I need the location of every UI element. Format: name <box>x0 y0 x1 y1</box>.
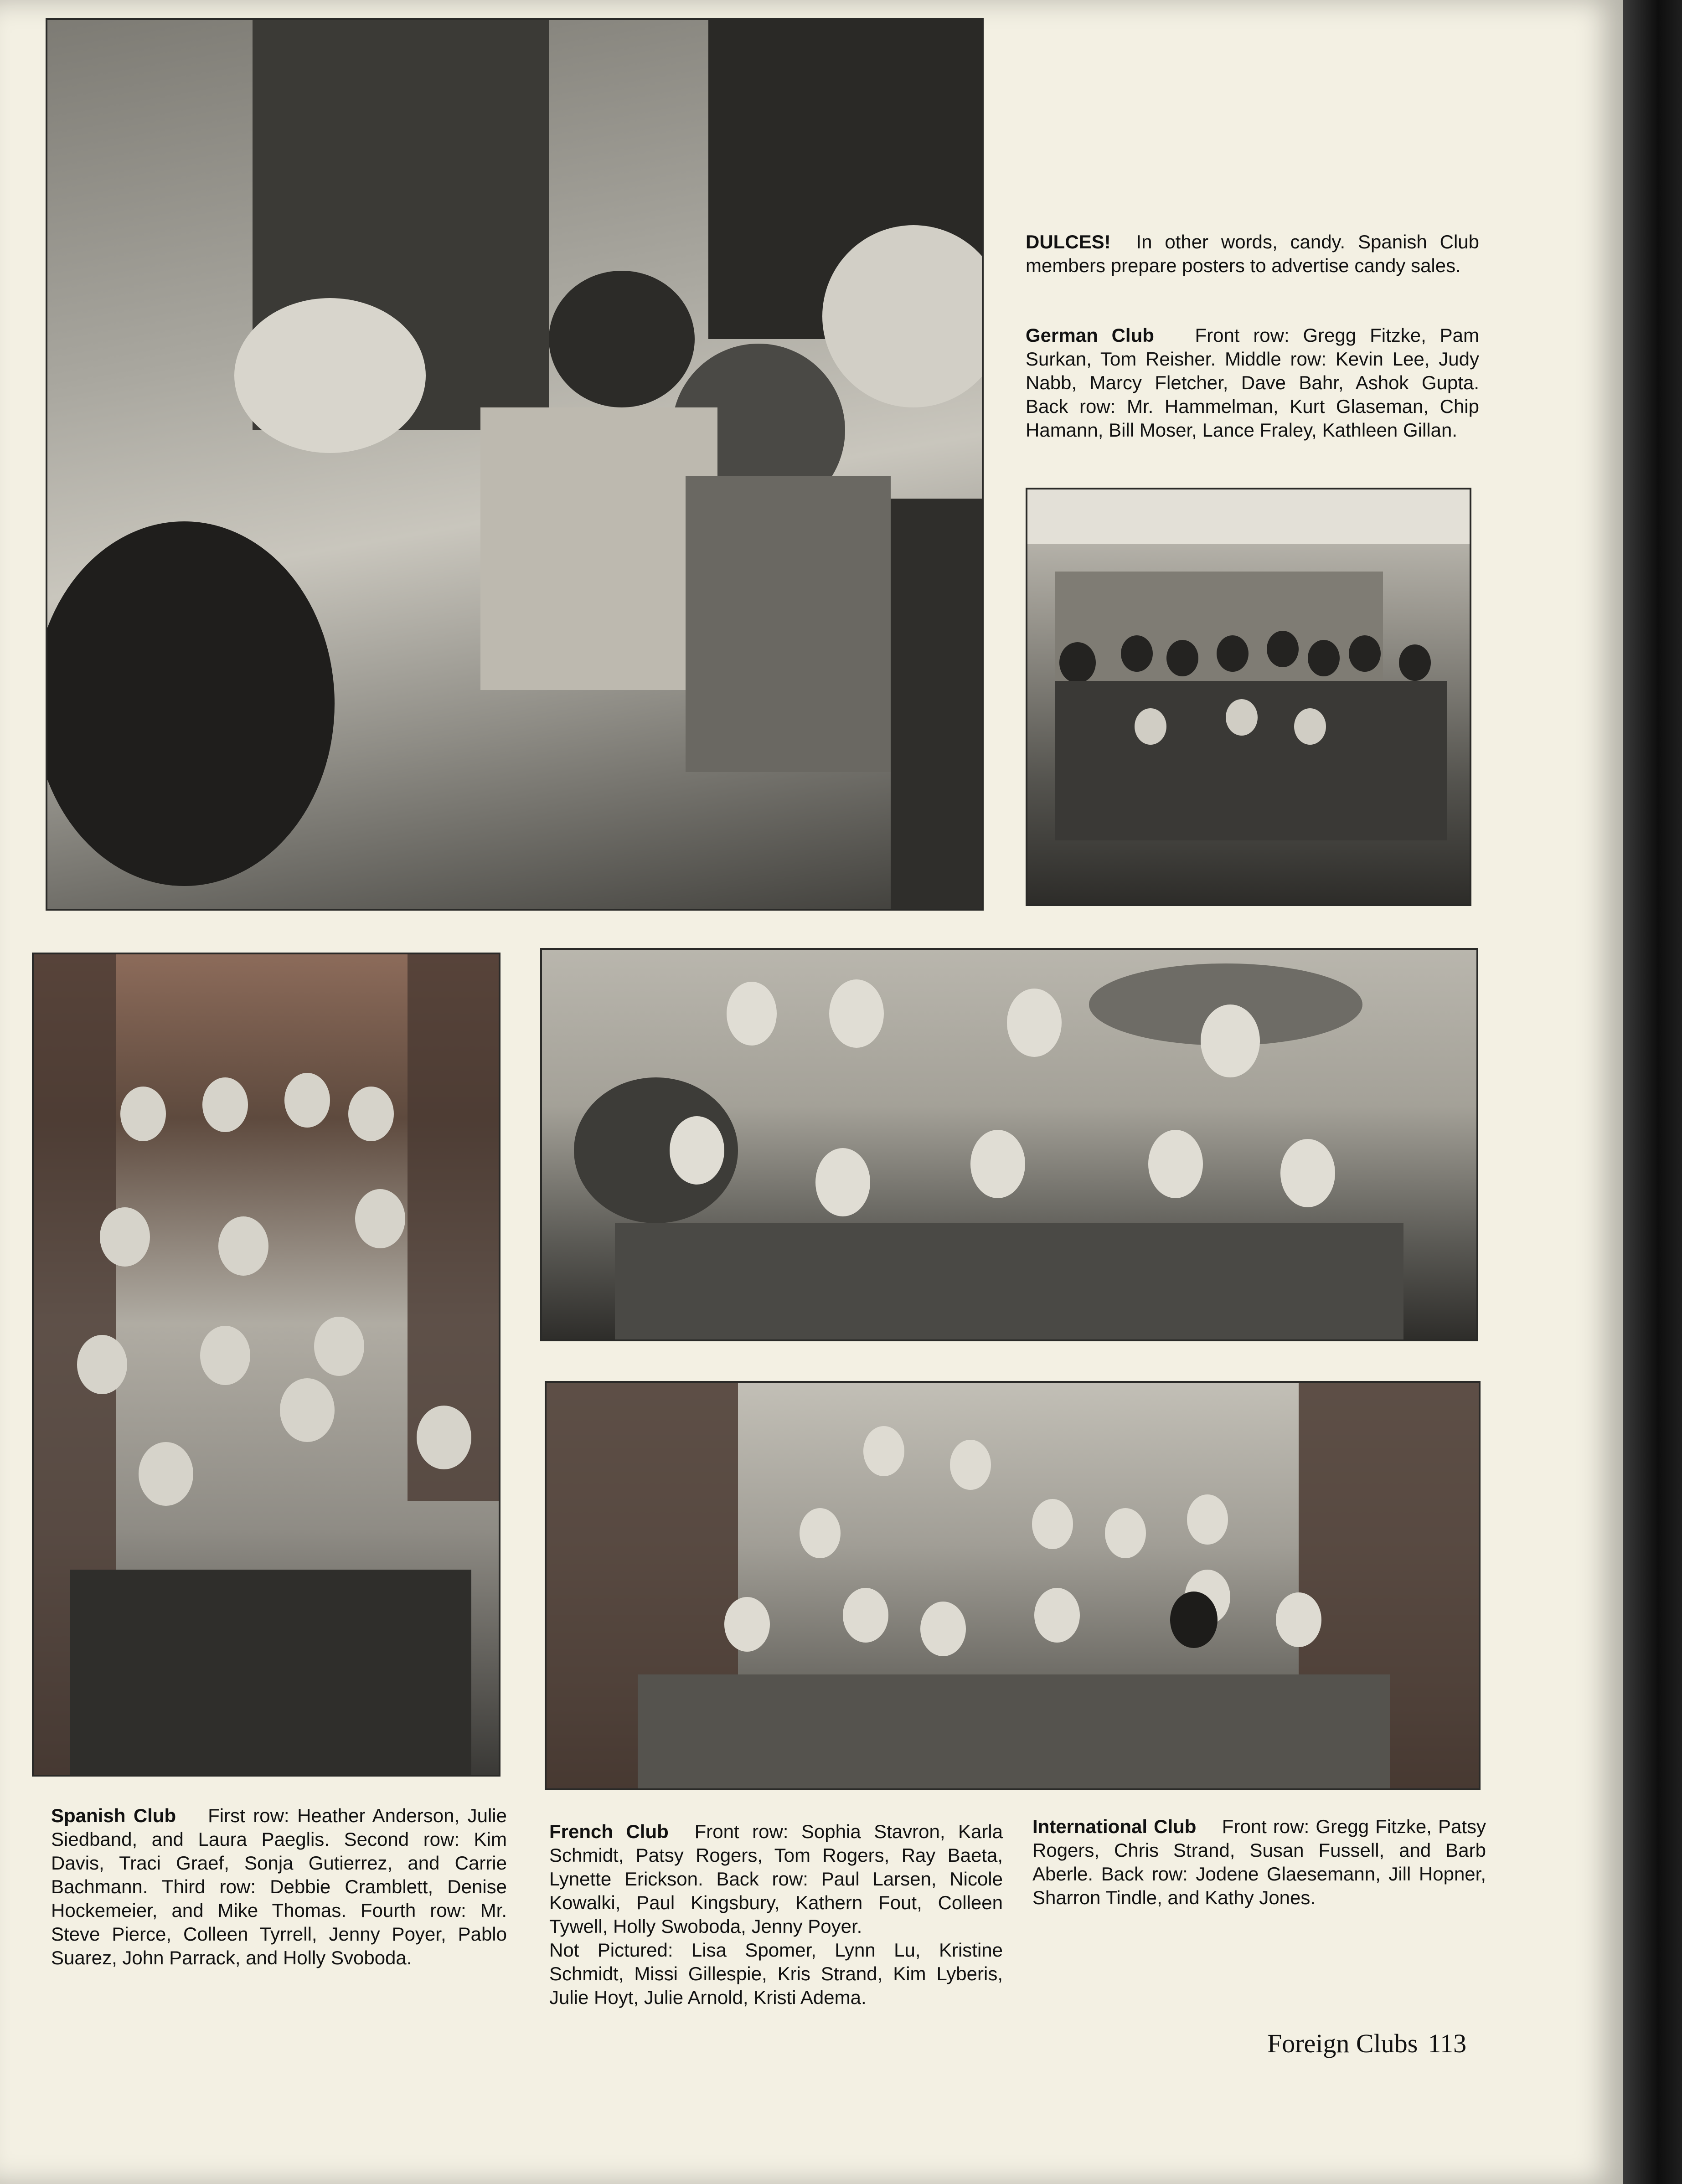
photo-french-club <box>540 948 1478 1341</box>
photo-spanish-club-posters <box>46 18 984 911</box>
caption-spanish-body: First row: Heather Anderson, Julie Siedband, and Laura Paeglis. Second row: Kim Davis, Traci Graef, Sonja Gutierrez, and Carrie Bachmann. Third row: Debbie Cramblett, Denise Hockemeier, and Mike Thomas. Fourth row: Mr. Steve Pierce, Colleen Tyrrell, Jenny Poyer, Pablo Suarez, John Parrack, and Holly Svoboda. <box>51 1805 507 1968</box>
page-footer <box>1267 2028 1486 2059</box>
caption-german-lead: German Club <box>1026 325 1154 346</box>
caption-dulces-lead: DULCES! <box>1026 231 1111 252</box>
caption-dulces <box>1026 230 1479 278</box>
photo-international-club <box>545 1381 1481 1790</box>
caption-german-club <box>1026 324 1479 442</box>
caption-french-not-pictured: Not Pictured: Lisa Spomer, Lynn Lu, Kristine Schmidt, Missi Gillespie, Kris Strand, Kim Lyberis, Julie Hoyt, Julie Arnold, Kristi Adema. <box>549 1939 1003 2008</box>
caption-german-body: Front row: Gregg Fitzke, Pam Surkan, Tom Reisher. Middle row: Kevin Lee, Judy Nabb, Marcy Fletcher, Dave Bahr, Ashok Gupta. Back row: Mr. Hammelman, Kurt Glaseman, Chip Hamann, Bill Moser, Lance Fraley, Kathleen Gillan. <box>1026 325 1479 441</box>
binding-edge <box>1623 0 1682 2184</box>
caption-dulces-body: In other words, candy. Spanish Club members prepare posters to advertise candy sales. <box>1026 231 1480 276</box>
caption-spanish-club <box>51 1804 507 1970</box>
caption-international-club <box>1032 1815 1486 1910</box>
caption-french-lead: French Club <box>549 1821 669 1842</box>
caption-international-body: Front row: Gregg Fitzke, Patsy Rogers, Chris Strand, Susan Fussell, and Barb Aberle. Back row: Jodene Glaesemann, Jill Hopner, Sharron Tindle, and Kathy Jones. <box>1032 1816 1486 1908</box>
photo-german-club <box>1026 488 1471 906</box>
photo-spanish-club <box>32 953 500 1777</box>
caption-french-club <box>549 1820 1003 2009</box>
caption-spanish-lead: Spanish Club <box>51 1805 176 1826</box>
caption-french-body: Front row: Sophia Stavron, Karla Schmidt, Patsy Rogers, Tom Rogers, Ray Baeta, Lynette Erickson. Back row: Paul Larsen, Nicole Kowalki, Paul Kingsbury, Kathern Fout, Colleen Tywell, Holly Swoboda, Jenny Poyer. <box>549 1821 1003 1937</box>
page-number: 113 <box>1428 2029 1467 2058</box>
footer-section-title: Foreign Clubs <box>1267 2029 1418 2058</box>
caption-international-lead: International Club <box>1032 1816 1197 1837</box>
